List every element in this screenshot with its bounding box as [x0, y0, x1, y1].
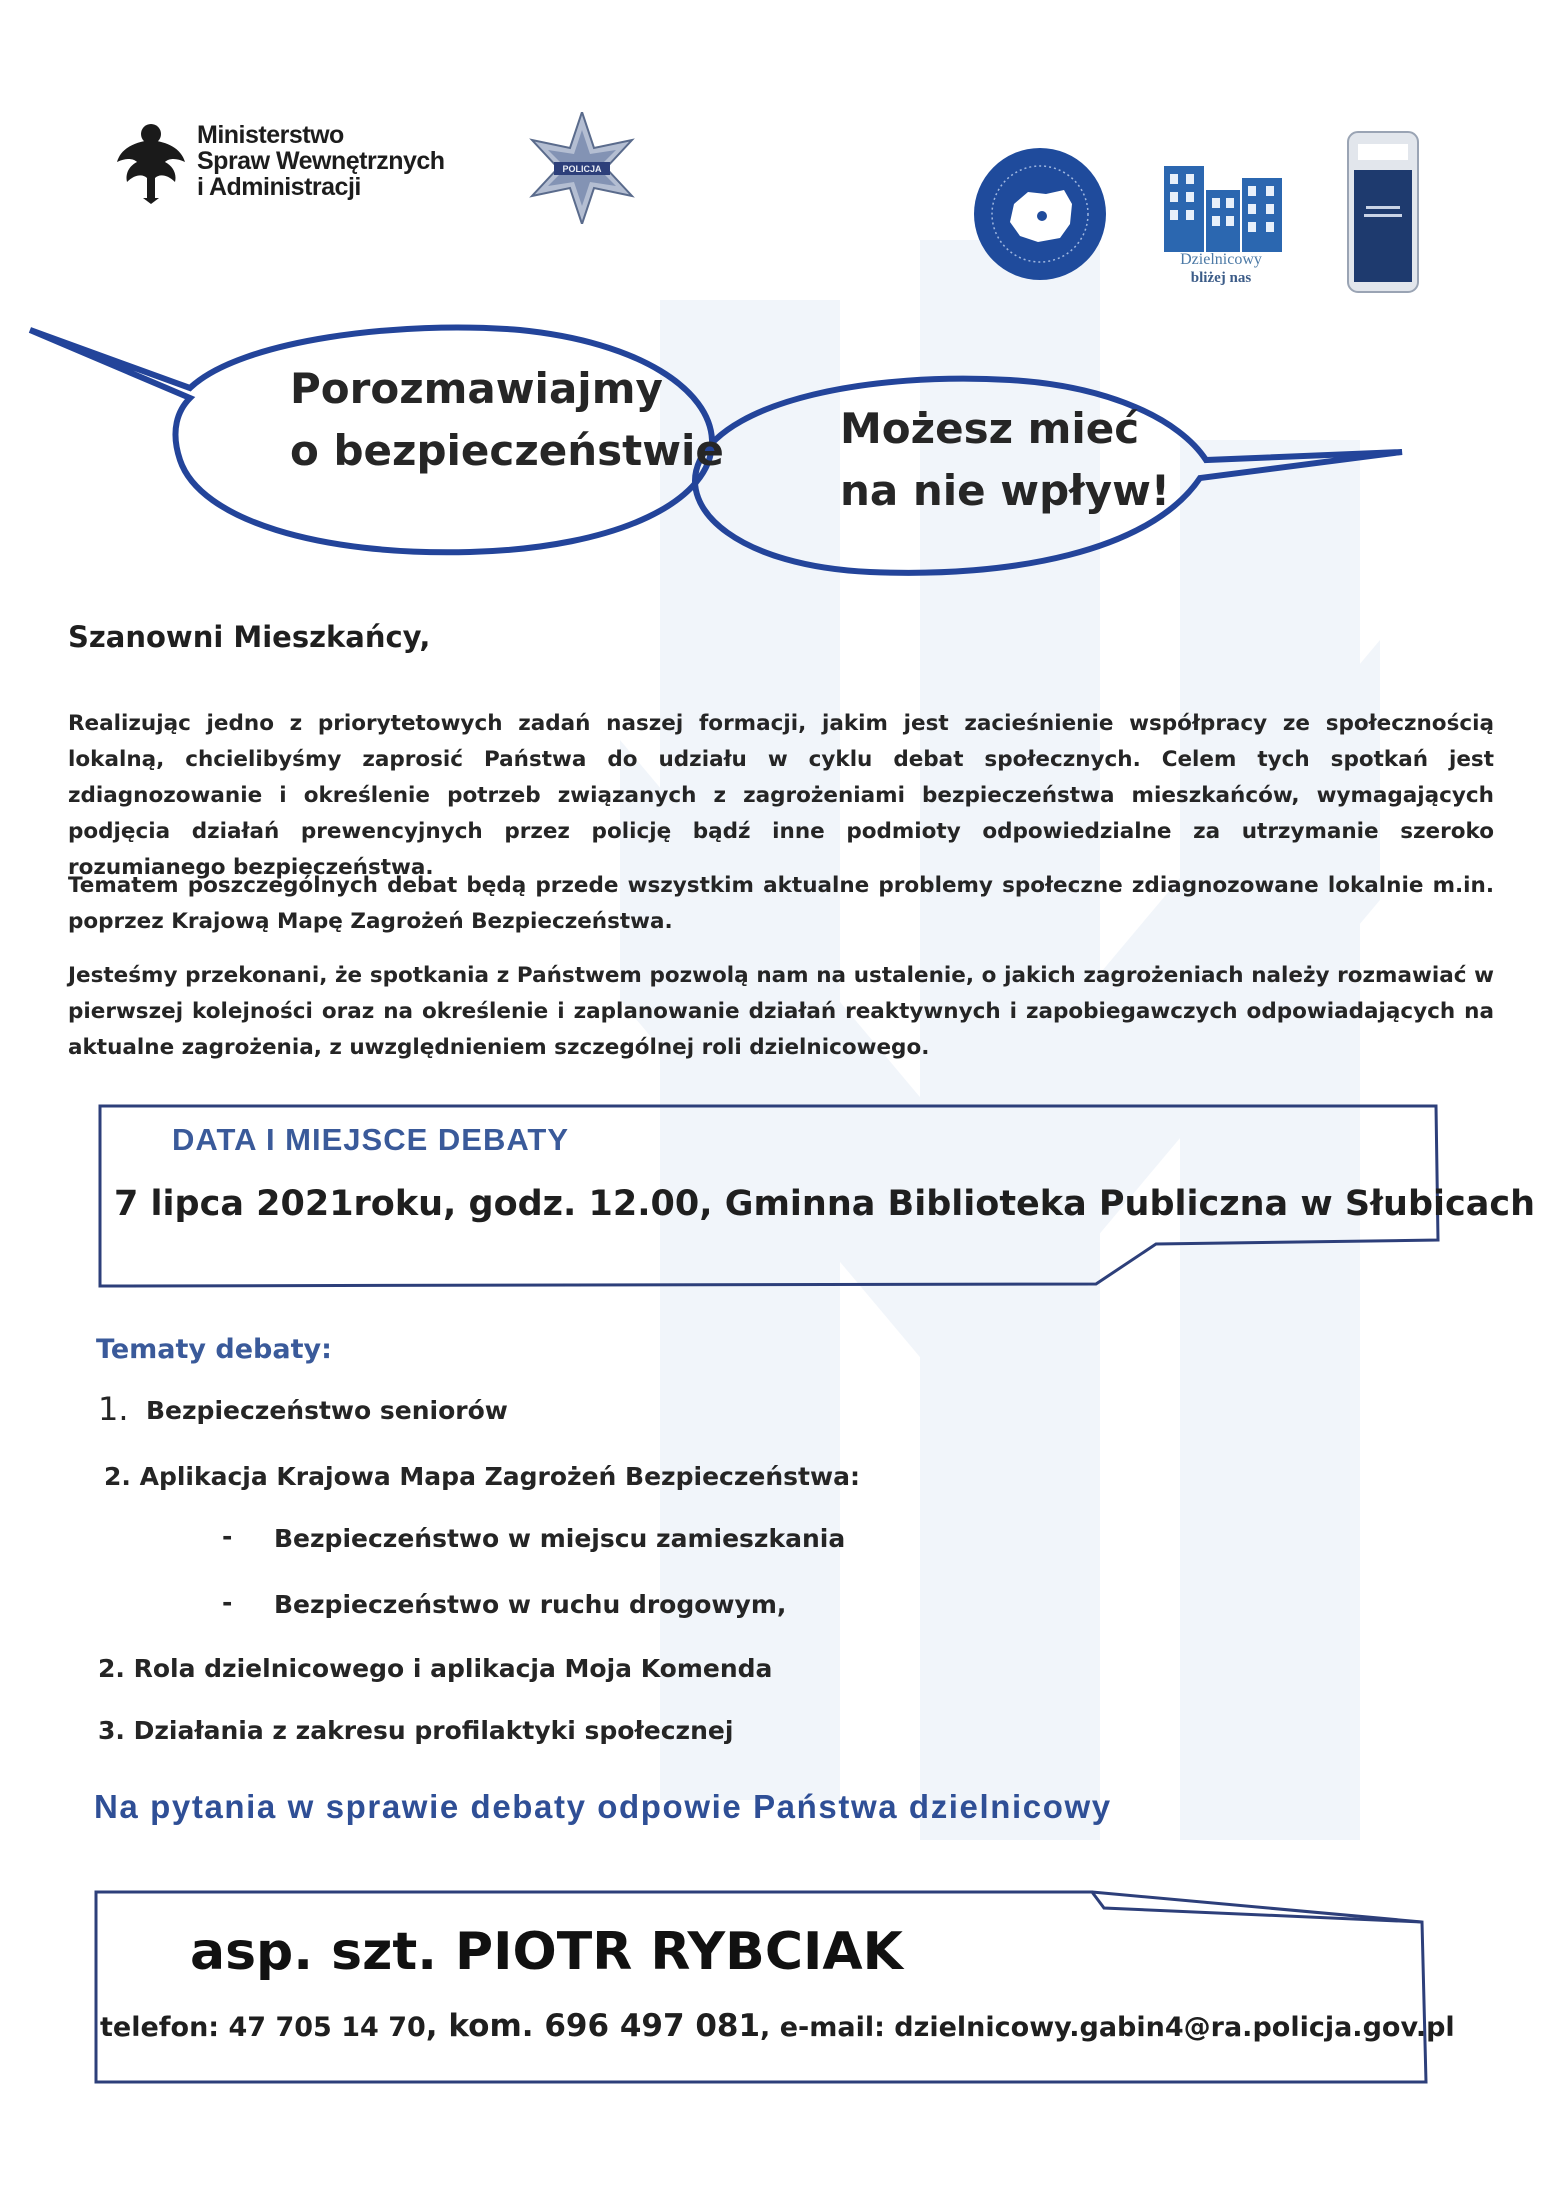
topics-title: Tematy debaty:	[96, 1334, 332, 1365]
police-badge-label: POLICJA	[562, 164, 602, 174]
left-bubble-line-1: Porozmawiajmy	[290, 364, 663, 413]
left-bubble-text	[290, 358, 724, 482]
phone-label: telefon:	[100, 2012, 229, 2043]
threat-map-logo-icon	[972, 146, 1108, 282]
contact-details	[100, 2008, 1455, 2044]
topic-1-number: 1.	[98, 1390, 129, 1428]
contact-question: Na pytania w sprawie debaty odpowie Państwa dzielnicowy	[94, 1788, 1112, 1825]
greeting: Szanowni Mieszkańcy,	[68, 620, 431, 654]
paragraph-1: Realizując jedno z priorytetowych zadań naszej formacji, jakim jest zacieśnienie współpracy ze społecznością lokalną, chcielibyśmy zaprosić Państwa do udziału w cyklu debat społecznych. Celem tych spotkań jest zdiagnozowanie i określenie potrzeb związanych z zagrożeniami bezpieczeństwa mieszkańców, wymagających podjęcia działań prewencyjnych przez policję bądź inne podmioty odpowiedzialne za utrzymanie szeroko rozumianego bezpieczeństwa.	[68, 711, 1494, 880]
moja-komenda-app-icon	[1346, 130, 1420, 294]
contact-box	[92, 1886, 1455, 2086]
phone-number[interactable]: 47 705 14 70	[228, 2012, 426, 2043]
speech-bubbles	[0, 300, 1546, 600]
eagle-emblem-icon	[115, 118, 187, 204]
mobile-label: , kom.	[425, 2008, 545, 2044]
ministry-logo	[115, 118, 445, 204]
email-label: , e-mail:	[760, 2012, 895, 2043]
paragraph-2: Tematem poszczególnych debat będą przede wszystkim aktualne problemy społeczne zdiagnozowane lokalnie m.in. poprzez Krajową Mapę Zagrożeń Bezpieczeństwa.	[68, 873, 1494, 934]
ministry-line-1: Ministerstwo	[197, 121, 344, 149]
ministry-line-3: i Administracji	[197, 173, 361, 201]
dzielnicowy-logo	[1156, 156, 1286, 294]
ministry-line-2: Spraw Wewnętrznych	[197, 147, 445, 175]
dzielnicowy-logo-line2: bliżej nas	[1190, 270, 1252, 286]
paragraph-3: Jesteśmy przekonani, że spotkania z Państwem pozwolą nam na ustalenie, o jakich zagrożeniach należy rozmawiać w pierwszej kolejności oraz na określenie i zaplanowanie działań reaktywnych i zapobiegawczych odpowiadających na aktualne zagrożenia, z uwzględnieniem szczególnej roli dzielnicowego.	[68, 963, 1494, 1060]
subtopic-2-dash: -	[222, 1588, 233, 1617]
topic-4: 3. Działania z zakresu profilaktyki społecznej	[98, 1716, 734, 1745]
email-link[interactable]: dzielnicowy.gabin4@ra.policja.gov.pl	[894, 2012, 1455, 2043]
officer-name: asp. szt. PIOTR RYBCIAK	[190, 1922, 903, 1982]
police-star-badge-icon	[522, 112, 642, 224]
right-bubble-text	[840, 398, 1170, 522]
mobile-number[interactable]: 696 497 081	[544, 2008, 761, 2044]
dzielnicowy-logo-line1: Dzielnicowy	[1180, 251, 1262, 268]
subtopic-1: Bezpieczeństwo w miejscu zamieszkania	[274, 1524, 846, 1553]
ministry-name	[197, 122, 445, 200]
subtopic-2: Bezpieczeństwo w ruchu drogowym,	[274, 1590, 787, 1619]
right-bubble-line-2: na nie wpływ!	[840, 466, 1171, 515]
topic-1: Bezpieczeństwo seniorów	[146, 1396, 508, 1425]
left-bubble-line-2: o bezpieczeństwie	[290, 426, 724, 475]
buildings-icon	[1156, 156, 1286, 252]
right-bubble-line-1: Możesz mieć	[840, 404, 1140, 453]
topic-3: 2. Rola dzielnicowego i aplikacja Moja Komenda	[98, 1654, 773, 1683]
subtopic-1-dash: -	[222, 1522, 233, 1551]
topic-2: 2. Aplikacja Krajowa Mapa Zagrożeń Bezpieczeństwa:	[104, 1462, 860, 1491]
debate-date-details: 7 lipca 2021roku, godz. 12.00, Gminna Biblioteka Publiczna w Słubicach	[114, 1184, 1536, 1224]
debate-date-heading: DATA I MIEJSCE DEBATY	[172, 1122, 570, 1157]
